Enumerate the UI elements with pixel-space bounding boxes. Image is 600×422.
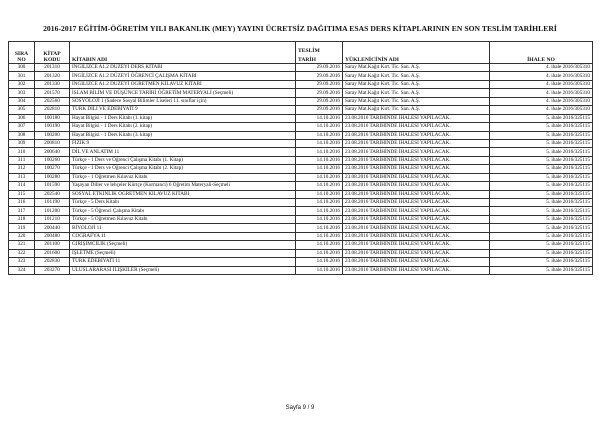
cell-sira-no: 314 xyxy=(9,182,35,190)
table-header-row xyxy=(9,42,593,64)
table-row xyxy=(9,156,593,164)
cell-teslim-tarih: 14.10.2016 xyxy=(296,131,343,139)
cell-yuklenici: 23.08.2016 TARİHİNDE İHALESİ YAPILACAK. xyxy=(343,165,490,173)
cell-sira-no: 303 xyxy=(9,89,35,97)
cell-sira-no: 319 xyxy=(9,224,35,232)
cell-kitap-kodu: 201310 xyxy=(35,64,70,72)
cell-sira-no: 323 xyxy=(9,258,35,266)
header-kod-line1: KİTAP xyxy=(43,51,61,57)
cell-teslim-tarih: 14.10.2016 xyxy=(296,156,343,164)
header-kod-line2: KODU xyxy=(43,57,61,63)
cell-teslim-tarih: 14.10.2016 xyxy=(296,190,343,198)
cell-teslim-tarih: 14.10.2016 xyxy=(296,266,343,274)
cell-kitap-kodu: 200810 xyxy=(35,139,70,147)
cell-kitabin-adi: İSLAM BİLİM VE DÜŞÜNCE TARİHİ ÖĞRETİM MATERYALİ (Seçmeli) xyxy=(70,89,296,97)
cell-teslim-tarih: 14.10.2016 xyxy=(296,224,343,232)
cell-yuklenici: 23.08.2016 TARİHİNDE İHALESİ YAPILACAK. xyxy=(343,182,490,190)
cell-ihale-no: 5. ihale 2016/325115 xyxy=(490,165,593,173)
cell-teslim-tarih: 29.09.2016 xyxy=(296,72,343,80)
table-row xyxy=(9,199,593,207)
cell-sira-no: 300 xyxy=(9,64,35,72)
cell-teslim-tarih: 14.10.2016 xyxy=(296,182,343,190)
cell-yuklenici: 23.08.2016 TARİHİNDE İHALESİ YAPILACAK. xyxy=(343,232,490,240)
cell-teslim-tarih: 29.09.2016 xyxy=(296,89,343,97)
cell-kitabin-adi: Türkçe - 1 Öğretmen Kılavuz Kitabı xyxy=(70,173,296,181)
cell-ihale-no: 4. ihale 2016/305310 xyxy=(490,80,593,88)
cell-yuklenici: 23.08.2016 TARİHİNDE İHALESİ YAPILACAK. xyxy=(343,249,490,257)
cell-kitap-kodu: 100260 xyxy=(35,156,70,164)
cell-yuklenici: 23.08.2016 TARİHİNDE İHALESİ YAPILACAK. xyxy=(343,156,490,164)
cell-teslim-tarih: 29.09.2016 xyxy=(296,80,343,88)
cell-kitabin-adi: DİL VE ANLATIM 11 xyxy=(70,148,296,156)
cell-kitabin-adi: İNGİLİZCE A1.2 DÜZEYİ ÖĞRENCİ ÇALIŞMA KİTABI xyxy=(70,72,296,80)
cell-teslim-tarih: 14.10.2016 xyxy=(296,215,343,223)
cell-kitabin-adi: COĞRAFYA 11 xyxy=(70,232,296,240)
table-row xyxy=(9,232,593,240)
column-header-ihale-no: İHALE NO xyxy=(490,42,593,64)
cell-yuklenici: 23.08.2016 TARİHİNDE İHALESİ YAPILACAK. xyxy=(343,199,490,207)
cell-yuklenici: 23.08.2016 TARİHİNDE İHALESİ YAPILACAK. xyxy=(343,215,490,223)
table-row xyxy=(9,224,593,232)
cell-yuklenici: Saray Mat.Kağıt Kırt. Tic. San. A.Ş. xyxy=(343,80,490,88)
cell-kitabin-adi: Türkçe - 5 Öğrenci Çalışma Kitabı xyxy=(70,207,296,215)
cell-ihale-no: 5. ihale 2016/325115 xyxy=(490,215,593,223)
table-row xyxy=(9,72,593,80)
cell-sira-no: 308 xyxy=(9,131,35,139)
cell-teslim-tarih: 14.10.2016 xyxy=(296,258,343,266)
cell-teslim-tarih: 14.10.2016 xyxy=(296,148,343,156)
page-number: Sayfa 9 / 9 xyxy=(285,405,315,411)
cell-ihale-no: 5. ihale 2016/325115 xyxy=(490,114,593,122)
cell-teslim-tarih: 29.09.2016 xyxy=(296,106,343,114)
cell-kitap-kodu: 101190 xyxy=(35,199,70,207)
cell-sira-no: 315 xyxy=(9,190,35,198)
cell-ihale-no: 5. ihale 2016/325115 xyxy=(490,173,593,181)
cell-teslim-tarih: 14.10.2016 xyxy=(296,139,343,147)
cell-kitabin-adi: Hayat Bilgisi - 1 Ders Kitabı (2. kitap) xyxy=(70,123,296,131)
table-row xyxy=(9,258,593,266)
cell-sira-no: 306 xyxy=(9,114,35,122)
table-row xyxy=(9,106,593,114)
cell-kitap-kodu: 202830 xyxy=(35,258,70,266)
cell-yuklenici: 23.08.2016 TARİHİNDE İHALESİ YAPILACAK. xyxy=(343,224,490,232)
cell-sira-no: 317 xyxy=(9,207,35,215)
cell-sira-no: 316 xyxy=(9,199,35,207)
cell-yuklenici: Saray Mat.Kağıt Kırt. Tic. San. A.Ş. xyxy=(343,89,490,97)
cell-kitap-kodu: 100190 xyxy=(35,123,70,131)
cell-kitap-kodu: 201100 xyxy=(35,241,70,249)
cell-ihale-no: 5. ihale 2016/325115 xyxy=(490,207,593,215)
cell-kitap-kodu: 203270 xyxy=(35,266,70,274)
cell-sira-no: 312 xyxy=(9,165,35,173)
header-tarih-line2: TARİH xyxy=(298,57,316,63)
cell-sira-no: 305 xyxy=(9,106,35,114)
column-header-kitap-kodu xyxy=(35,42,70,64)
cell-yuklenici: Saray Mat.Kağıt Kırt. Tic. San. A.Ş. xyxy=(343,97,490,105)
cell-kitap-kodu: 101590 xyxy=(35,182,70,190)
cell-teslim-tarih: 14.10.2016 xyxy=(296,173,343,181)
cell-kitabin-adi: İŞLETME (Seçmeli) xyxy=(70,249,296,257)
cell-yuklenici: 23.08.2016 TARİHİNDE İHALESİ YAPILACAK. xyxy=(343,114,490,122)
column-header-sira-no xyxy=(9,42,35,64)
cell-kitap-kodu: 201570 xyxy=(35,89,70,97)
table-row xyxy=(9,131,593,139)
cell-kitabin-adi: SOSYOLOJİ 1 (Sadece Sosyal Bilimler Liseleri 11. sınıflar için) xyxy=(70,97,296,105)
table-row xyxy=(9,89,593,97)
cell-kitap-kodu: 202540 xyxy=(35,190,70,198)
cell-kitap-kodu: 101200 xyxy=(35,207,70,215)
cell-sira-no: 307 xyxy=(9,123,35,131)
cell-kitabin-adi: FİZİK 9 xyxy=(70,139,296,147)
column-header-kitabin-adi: KİTABIN ADI xyxy=(70,42,296,64)
header-sira-line1: SIRA xyxy=(14,51,29,57)
cell-ihale-no: 4. ihale 2016/305310 xyxy=(490,72,593,80)
cell-sira-no: 304 xyxy=(9,97,35,105)
cell-kitap-kodu: 201320 xyxy=(35,72,70,80)
cell-kitabin-adi: İNGİLİZCE A1.2 DÜZEYİ DERS KİTABI xyxy=(70,64,296,72)
cell-ihale-no: 5. ihale 2016/325115 xyxy=(490,148,593,156)
cell-ihale-no: 5. ihale 2016/325115 xyxy=(490,266,593,274)
page-title: 2016-2017 EĞİTİM-ÖĞRETİM YILI BAKANLIK (MEY) YAYINI ÜCRETSİZ DAĞITIMA ESAS DERS KİTAPLARININ EN SON TESLİM TARİHLERİ xyxy=(43,24,557,33)
cell-kitap-kodu: 202560 xyxy=(35,97,70,105)
cell-ihale-no: 5. ihale 2016/325115 xyxy=(490,139,593,147)
cell-teslim-tarih: 14.10.2016 xyxy=(296,232,343,240)
cell-yuklenici: Saray Mat.Kağıt Kırt. Tic. San. A.Ş. xyxy=(343,72,490,80)
cell-teslim-tarih: 29.09.2016 xyxy=(296,64,343,72)
cell-kitap-kodu: 201330 xyxy=(35,80,70,88)
cell-kitabin-adi: Türkçe - 5 Ders Kitabı xyxy=(70,199,296,207)
cell-yuklenici: Saray Mat.Kağıt Kırt. Tic. San. A.Ş. xyxy=(343,64,490,72)
table-row xyxy=(9,249,593,257)
column-header-teslim-tarih xyxy=(296,42,343,64)
cell-kitabin-adi: GİRİŞİMCİLİK (Seçmeli) xyxy=(70,241,296,249)
table-row xyxy=(9,97,593,105)
cell-teslim-tarih: 14.10.2016 xyxy=(296,165,343,173)
cell-kitap-kodu: 100280 xyxy=(35,173,70,181)
cell-kitap-kodu: 200480 xyxy=(35,232,70,240)
cell-kitap-kodu: 202810 xyxy=(35,106,70,114)
cell-sira-no: 313 xyxy=(9,173,35,181)
table-row xyxy=(9,148,593,156)
cell-sira-no: 320 xyxy=(9,232,35,240)
cell-yuklenici: 23.08.2016 TARİHİNDE İHALESİ YAPILACAK. xyxy=(343,190,490,198)
cell-ihale-no: 5. ihale 2016/325115 xyxy=(490,241,593,249)
table-row xyxy=(9,207,593,215)
cell-kitap-kodu: 101210 xyxy=(35,215,70,223)
cell-ihale-no: 5. ihale 2016/325115 xyxy=(490,249,593,257)
cell-ihale-no: 5. ihale 2016/325115 xyxy=(490,123,593,131)
table-row xyxy=(9,114,593,122)
table-row xyxy=(9,80,593,88)
table-body xyxy=(9,64,593,275)
cell-kitap-kodu: 200440 xyxy=(35,224,70,232)
table-row xyxy=(9,182,593,190)
cell-teslim-tarih: 29.09.2016 xyxy=(296,97,343,105)
cell-kitap-kodu: 201600 xyxy=(35,249,70,257)
table-row xyxy=(9,165,593,173)
cell-kitabin-adi: TÜRK EDEBİYATI 11 xyxy=(70,258,296,266)
cell-kitap-kodu: 100180 xyxy=(35,114,70,122)
cell-ihale-no: 5. ihale 2016/325115 xyxy=(490,131,593,139)
cell-ihale-no: 5. ihale 2016/325115 xyxy=(490,156,593,164)
cell-kitabin-adi: Türkçe - 5 Öğretmen Kılavuz Kitabı xyxy=(70,215,296,223)
cell-ihale-no: 5. ihale 2016/325115 xyxy=(490,258,593,266)
cell-yuklenici: 23.08.2016 TARİHİNDE İHALESİ YAPILACAK. xyxy=(343,173,490,181)
cell-kitabin-adi: ULUSLARARASI İLİŞKİLER (Seçmeli) xyxy=(70,266,296,274)
cell-kitap-kodu: 100270 xyxy=(35,165,70,173)
cell-kitap-kodu: 100200 xyxy=(35,131,70,139)
cell-sira-no: 324 xyxy=(9,266,35,274)
cell-kitabin-adi: İNGİLİZCE A1.2 DÜZEYİ ÖĞRETMEN KILAVUZ KİTABI xyxy=(70,80,296,88)
cell-ihale-no: 5. ihale 2016/325115 xyxy=(490,199,593,207)
cell-yuklenici: 23.08.2016 TARİHİNDE İHALESİ YAPILACAK. xyxy=(343,207,490,215)
cell-yuklenici: Saray Mat.Kağıt Kırt. Tic. San. A.Ş. xyxy=(343,106,490,114)
cell-kitabin-adi: Yaşayan Diller ve lehçeler Kürtçe (Kurmanci) 6 Öğretim Materyali-Seçmeli xyxy=(70,182,296,190)
cell-yuklenici: 23.08.2016 TARİHİNDE İHALESİ YAPILACAK. xyxy=(343,123,490,131)
cell-teslim-tarih: 14.10.2016 xyxy=(296,199,343,207)
delivery-dates-table xyxy=(8,41,593,275)
header-sira-line2: NO xyxy=(17,57,26,63)
table-row xyxy=(9,215,593,223)
cell-yuklenici: 23.08.2016 TARİHİNDE İHALESİ YAPILACAK. xyxy=(343,131,490,139)
table-row xyxy=(9,173,593,181)
cell-ihale-no: 4. ihale 2016/305310 xyxy=(490,89,593,97)
header-tarih-line1: TESLİM xyxy=(298,48,320,54)
table-row xyxy=(9,64,593,72)
cell-kitabin-adi: TÜRK DİLİ VE EDEBİYATI 9 xyxy=(70,106,296,114)
table-row xyxy=(9,266,593,274)
cell-ihale-no: 4. ihale 2016/305310 xyxy=(490,64,593,72)
cell-sira-no: 311 xyxy=(9,156,35,164)
cell-kitap-kodu: 200640 xyxy=(35,148,70,156)
cell-kitabin-adi: SOSYAL ETKİNLİK ÖĞRETMEN KILAVUZ KİTABI xyxy=(70,190,296,198)
column-header-yuklenicinin-adi: YÜKLENİCİNİN ADI xyxy=(343,42,490,64)
cell-sira-no: 322 xyxy=(9,249,35,257)
cell-sira-no: 301 xyxy=(9,72,35,80)
cell-ihale-no: 5. ihale 2016/325115 xyxy=(490,190,593,198)
cell-ihale-no: 5. ihale 2016/325115 xyxy=(490,232,593,240)
cell-ihale-no: 4. ihale 2016/305310 xyxy=(490,97,593,105)
cell-yuklenici: 23.08.2016 TARİHİNDE İHALESİ YAPILACAK. xyxy=(343,241,490,249)
cell-yuklenici: 23.08.2016 TARİHİNDE İHALESİ YAPILACAK. xyxy=(343,148,490,156)
cell-sira-no: 309 xyxy=(9,139,35,147)
cell-kitabin-adi: BİYOLOJİ 11 xyxy=(70,224,296,232)
table-row xyxy=(9,139,593,147)
cell-teslim-tarih: 14.10.2016 xyxy=(296,249,343,257)
cell-kitabin-adi: Hayat Bilgisi - 1 Ders Kitabı (3. kitap) xyxy=(70,131,296,139)
cell-sira-no: 302 xyxy=(9,80,35,88)
cell-teslim-tarih: 14.10.2016 xyxy=(296,123,343,131)
cell-teslim-tarih: 14.10.2016 xyxy=(296,114,343,122)
cell-yuklenici: 23.08.2016 TARİHİNDE İHALESİ YAPILACAK. xyxy=(343,258,490,266)
cell-ihale-no: 5. ihale 2016/325115 xyxy=(490,182,593,190)
table-row xyxy=(9,190,593,198)
cell-sira-no: 310 xyxy=(9,148,35,156)
cell-ihale-no: 4. ihale 2016/305310 xyxy=(490,106,593,114)
cell-sira-no: 321 xyxy=(9,241,35,249)
cell-kitabin-adi: Türkçe - 1 Ders ve Öğrenci Çalışma Kitabı (2. Kitap) xyxy=(70,165,296,173)
table-row xyxy=(9,123,593,131)
table-row xyxy=(9,241,593,249)
cell-kitabin-adi: Türkçe - 1 Ders ve Öğrenci Çalışma Kitabı (1. Kitap) xyxy=(70,156,296,164)
cell-teslim-tarih: 14.10.2016 xyxy=(296,241,343,249)
cell-kitabin-adi: Hayat Bilgisi - 1 Ders Kitabı (1. kitap) xyxy=(70,114,296,122)
cell-yuklenici: 23.08.2016 TARİHİNDE İHALESİ YAPILACAK. xyxy=(343,139,490,147)
cell-yuklenici: 23.08.2016 TARİHİNDE İHALESİ YAPILACAK. xyxy=(343,266,490,274)
cell-sira-no: 318 xyxy=(9,215,35,223)
cell-teslim-tarih: 14.10.2016 xyxy=(296,207,343,215)
cell-ihale-no: 5. ihale 2016/325115 xyxy=(490,224,593,232)
